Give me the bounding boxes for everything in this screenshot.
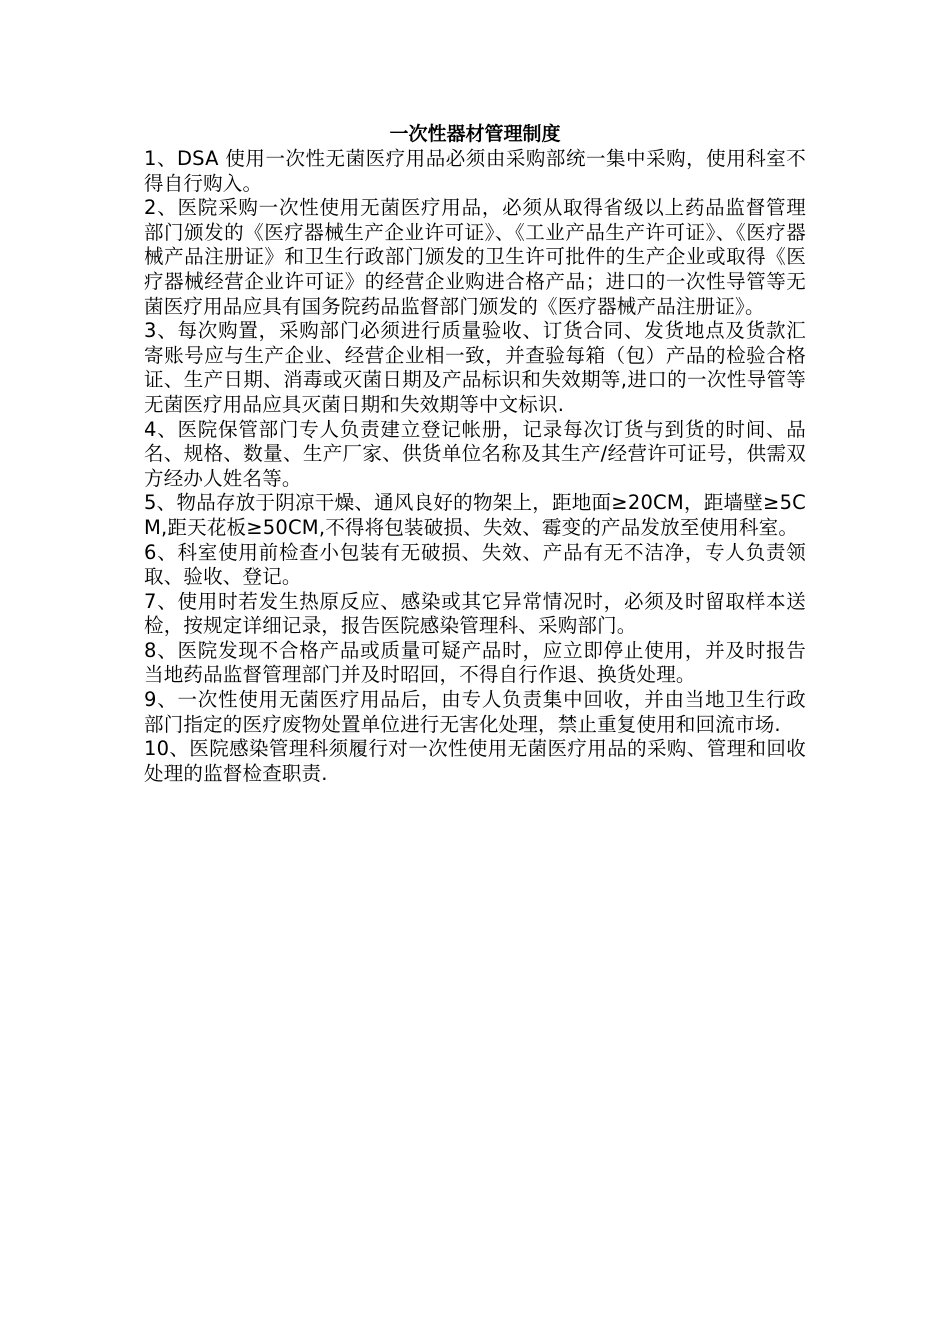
document-title: 一次性器材管理制度 <box>389 123 561 145</box>
clause-4: 4、医院保管部门专人负责建立登记帐册，记录每次订货与到货的时间、品名、规格、数量、生产厂家、供货单位名称及其生产/经营许可证号，供需双方经办人姓名等。 <box>144 417 806 490</box>
clause-9: 9、一次性使用无菌医疗用品后，由专人负责集中回收，并由当地卫生行政部门指定的医疗废物处置单位进行无害化处理，禁止重复使用和回流市场. <box>144 688 806 736</box>
clause-1: 1、DSA 使用一次性无菌医疗用品必须由采购部统一集中采购，使用科室不得自行购入。 <box>144 147 806 195</box>
clause-7: 7、使用时若发生热原反应、感染或其它异常情况时，必须及时留取样本送检，按规定详细记录，报告医院感染管理科、采购部门。 <box>144 589 806 638</box>
clause-3: 3、每次购置，采购部门必须进行质量验收、订货合同、发货地点及货款汇寄账号应与生产企业、经营企业相一致，并查验每箱（包）产品的检验合格证、生产日期、消毒或灭菌日期及产品标识和失效期等,进口的一次性导管等无菌医疗用品应具灭菌日期和失效期等中文标识. <box>144 319 806 416</box>
clause-8: 8、医院发现不合格产品或质量可疑产品时，应立即停止使用，并及时报告当地药品监督管理部门并及时昭回，不得自行作退、换货处理。 <box>144 638 806 687</box>
clause-2: 2、医院采购一次性使用无菌医疗用品，必须从取得省级以上药品监督管理部门颁发的《医疗器械生产企业许可证》、《工业产品生产许可证》、《医疗器械产品注册证》和卫生行政部门颁发的卫生许可批件的生产企业或取得《医疗器械经营企业许可证》的经营企业购进合格产品；进口的一次性导管等无菌医疗用品应具有国务院药品监督部门颁发的《医疗器械产品注册证》。 <box>144 196 806 318</box>
clause-5: 5、物品存放于阴凉干燥、通风良好的物架上，距地面≥20CM，距墙壁≥5CM,距天花板≥50CM,不得将包装破损、失效、霉变的产品发放至使用科室。 <box>144 491 806 539</box>
clause-6: 6、科室使用前检查小包装有无破损、失效、产品有无不洁净，专人负责领取、验收、登记。 <box>144 540 806 589</box>
document-page <box>144 122 806 786</box>
clause-10: 10、医院感染管理科须履行对一次性使用无菌医疗用品的采购、管理和回收处理的监督检查职责. <box>144 737 806 785</box>
